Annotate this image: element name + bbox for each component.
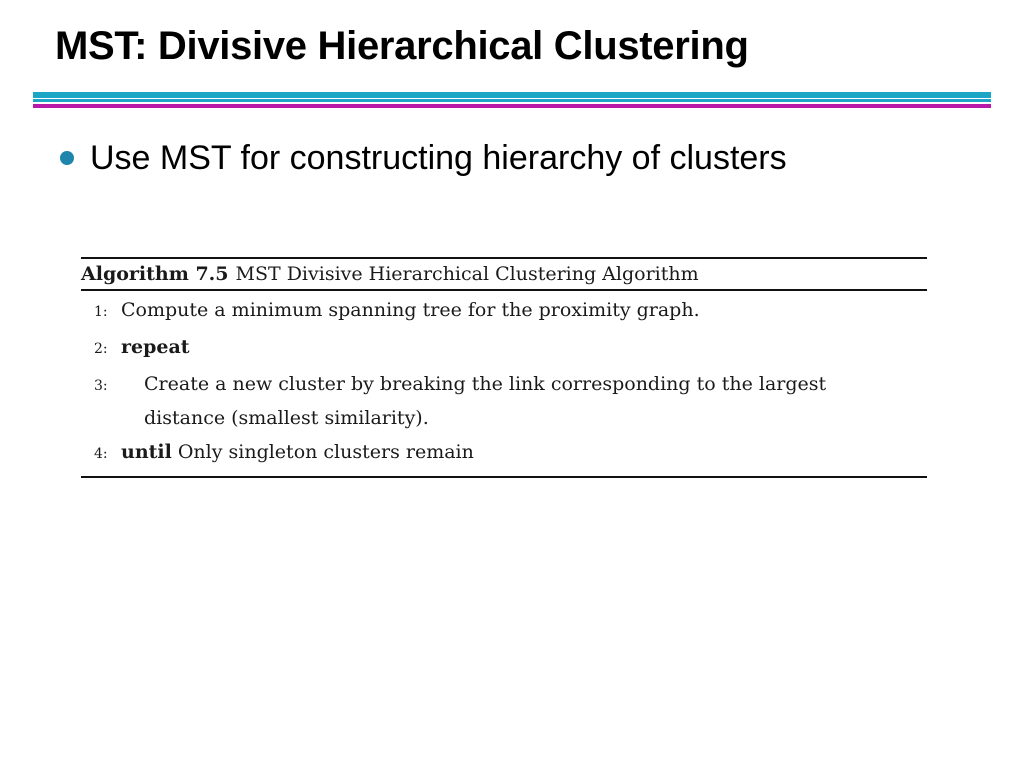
bullet-dot-icon [60,151,74,165]
algorithm-label: Algorithm 7.5 [81,263,229,285]
algorithm-step [81,435,927,472]
title-divider-teal-thin [33,99,991,102]
title-divider-teal [33,92,991,98]
algorithm-step [81,367,927,435]
step-number: 1: [94,304,108,320]
step-text: Create a new cluster by breaking the link corresponding to the largest distance (smallest similarity). [144,373,827,429]
bullet-text: Use MST for constructing hierarchy of clusters [90,139,787,177]
bullet-item [60,136,787,180]
step-number: 2: [94,341,108,357]
step-keyword: until [121,441,172,463]
algorithm-header [81,259,927,289]
step-text: Only singleton clusters remain [177,441,474,463]
step-number: 4: [94,446,108,462]
step-number: 3: [94,378,108,394]
step-keyword: repeat [121,336,190,358]
title-divider-magenta [33,104,991,108]
algorithm-steps [81,291,927,472]
algorithm-box [81,257,927,478]
algorithm-step [81,293,927,330]
step-text: Compute a minimum spanning tree for the proximity graph. [121,299,700,321]
algorithm-bottom-rule [81,476,927,478]
slide-title: MST: Divisive Hierarchical Clustering [55,24,749,68]
algorithm-name: MST Divisive Hierarchical Clustering Algorithm [235,263,699,285]
algorithm-step [81,330,927,367]
